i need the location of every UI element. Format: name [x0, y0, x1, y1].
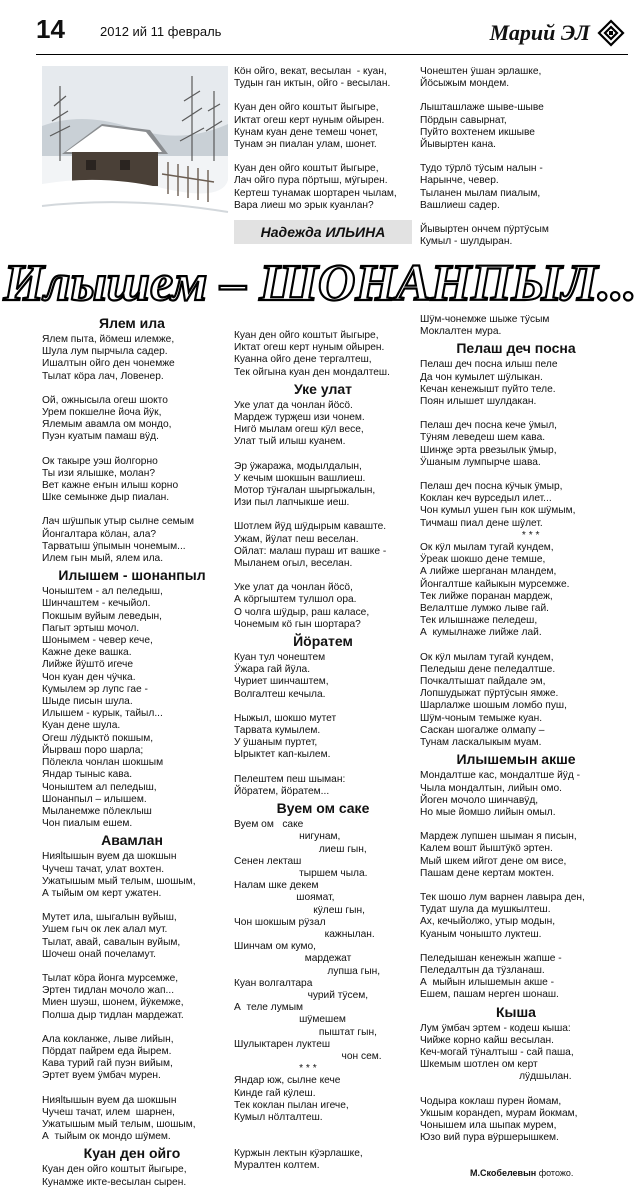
poem-line: Чоныштем - ал пеледыш, — [42, 586, 163, 598]
poem-title: Кыша — [496, 1003, 536, 1020]
poem-column-3 — [420, 314, 612, 1144]
poem-line: Чыла мондалтын, лийын омо. — [420, 782, 562, 794]
poem-line: Кинде гай кӱлеш. — [234, 1087, 316, 1099]
poem-line: Нарынче, чевер. — [420, 175, 499, 187]
poem-line: Пелаш деч посна илыш пеле — [420, 359, 558, 371]
poem-line: Волгалтеш кечыла. — [234, 688, 326, 700]
poem-line: * * * — [420, 529, 540, 541]
poem-line: Лум ӱмбач эртем - кодеш кыша: — [420, 1022, 571, 1034]
poem-line: Пеледыш дене пеледалтше. — [420, 663, 556, 675]
issue-date: 2012 ий 11 февраль — [100, 24, 222, 39]
poem-line: Кумылем эр лупс гае - — [42, 683, 148, 695]
poem-line: Чоныштем ал пеледыш, — [42, 781, 157, 793]
poem-line: Полша дыр тидлан мардежат. — [42, 1009, 184, 1021]
poem-line: Шонымем - чевер кече, — [42, 635, 153, 647]
poem-line: Вет кажне еҥын илыш корно — [42, 480, 179, 492]
poem-line: Укшым корандеn, мурам йокмам, — [420, 1107, 578, 1119]
poem-line: Пелаш деч посна кече ӱмыл, — [420, 420, 557, 432]
poem-line: Да чон кумылет шӱлыкан. — [420, 371, 543, 383]
stanza-gap — [234, 509, 412, 521]
poem-line: Куан тул чонештем — [234, 652, 326, 664]
poem-title: Авамлан — [101, 832, 163, 849]
poem-line: Чодыра коклаш пурен йомам, — [420, 1095, 562, 1107]
poem-line: Ӱреак шокшо дене темше, — [420, 554, 546, 566]
stanza-gap — [42, 961, 222, 973]
poem-line: Тунам эн пиалан улам, шонет. — [234, 139, 377, 151]
poem-line: Кава турий гай пуэн вийым, — [42, 1058, 173, 1070]
poem-line: Изи пыл лапчыкше иеш. — [234, 497, 350, 509]
stanza-gap — [42, 900, 222, 912]
poem-line: Шотлем йӱд шӱдырым каваште. — [234, 521, 387, 533]
poem-line: Улат тый илыш куанем. — [234, 436, 346, 448]
poem-line: пыштат гын, — [234, 1026, 377, 1038]
poem-line: Велалтше лумжо лыве гай. — [420, 603, 549, 615]
poem-line: Тудат шула да мушкылтеш. — [420, 904, 551, 916]
poem-line: Шинчаштем - кечыйол. — [42, 598, 151, 610]
page-number: 14 — [36, 14, 65, 44]
poem-line: Ты изи ялышке, молан? — [42, 467, 156, 479]
poem-title: Йӧратем — [293, 633, 353, 650]
poem-line: Кумыл - шулдыран. — [420, 236, 513, 248]
poem-line: Пӧрдын савырнат, — [420, 114, 507, 126]
poem-line: Саскан шогалже олмапу – — [420, 724, 545, 736]
poem-line: Шонанпыл – илышем. — [42, 793, 147, 805]
poem-line: Лийже йӱштӧ игече — [42, 659, 133, 671]
poem-line: Ок кӱл мылам тугай кундем, — [420, 651, 554, 663]
poem-line: Иктат огеш керт нуным ойырен. — [234, 342, 385, 354]
stanza-gap — [420, 90, 612, 102]
poem-line: Яндар тыныс кава. — [42, 769, 133, 781]
poem-line: Пӧлекла чонлан шокшым — [42, 757, 164, 769]
poem-line: Куан дене шула. — [42, 720, 121, 732]
poem-title: Пелаш деч посна — [456, 340, 576, 357]
stanza-gap — [42, 1083, 222, 1095]
poem-line: Тылат кӧра йонга мурсемже, — [42, 972, 179, 984]
poem-line: мардежат — [234, 953, 352, 965]
poem-line: Тӱням леведеш шем кава. — [420, 432, 546, 444]
poem-column-1 — [42, 313, 222, 1189]
poem-line: Тек илышнаже пеледеш, — [420, 615, 538, 627]
poem-line: тыршем чыла. — [234, 867, 368, 879]
poem-line: Йырваш поро шарла; — [42, 744, 144, 756]
poem-line: Кумыл нӧлталтеш. — [234, 1111, 323, 1123]
poem-line: Куан ден ойго коштыт йыгыре, — [234, 102, 379, 114]
poem-line: лиеш гын, — [234, 843, 367, 855]
stanza-gap — [234, 701, 412, 713]
poem-line: Ойлат: малаш пураш ит вашке - — [234, 545, 387, 557]
poem-line: Лач шӱшпык утыр сылне семым — [42, 516, 194, 528]
stanza-gap — [234, 762, 412, 774]
poem-line: А кумылнаже лийже лай. — [420, 627, 542, 639]
poem-line: Пӧрдат пайрем еда йырем. — [42, 1045, 172, 1057]
poem-line: Куанна ойго дене тергалтеш, — [234, 354, 372, 366]
poem-line: Миен шуэш, шонем, йӱкемже, — [42, 997, 184, 1009]
newspaper-brand: Марий ЭЛ — [489, 20, 590, 45]
poem-line: чон сем. — [234, 1050, 382, 1062]
poem-line: Йӧратем, йӧратем... — [234, 785, 330, 797]
poem-line: Йывыртен ончем пӱртӱсым — [420, 224, 549, 236]
poem-line: Шӱм-чонемже шыже тӱсым — [420, 314, 550, 325]
poem-line: Поян илышет шулдакан. — [420, 396, 537, 408]
poem-line: Почкалтышат пайдале эм, — [420, 676, 546, 688]
poem-line: Кунамже икте-весылан сырен. — [42, 1176, 187, 1188]
poem-line: Ужам, йӱлат пеш веселан. — [234, 533, 359, 545]
poem-line: Уке улат да чонлан йӧсӧ. — [234, 399, 353, 411]
headline-text: Илышем – ШОНАНПЫЛ... — [3, 255, 637, 312]
poem-line: Ешем, пашам нерген шонаш. — [420, 989, 559, 1001]
poem-line: Кертеш тунамак шортарен чылам, — [234, 187, 397, 199]
poem-line: Тарвата кумылем. — [234, 725, 321, 737]
poem-line: кажнылан. — [234, 928, 375, 940]
stanza-gap — [234, 90, 420, 102]
poem-line: Куан ден ойго коштыт йыгыре, — [42, 1164, 187, 1176]
poem-line: Ок кӱл мылам тугай кундем, — [420, 542, 554, 554]
poem-line: Лач ойго пура пӧртыш, мӱгырен. — [234, 175, 388, 187]
poem-line: Нияltышын вуем да шокшын — [42, 851, 177, 863]
stanza-gap — [42, 1022, 222, 1034]
stanza-gap — [420, 1084, 612, 1096]
poem-line: чурий тӱсем, — [234, 989, 369, 1001]
stanza-gap — [234, 1124, 412, 1136]
poem-line: Йывыртен кана. — [420, 139, 496, 151]
poem-line: Илем гын мый, ялем ила. — [42, 553, 164, 565]
poem-line: Шӱм-чоным темыже куан. — [420, 712, 543, 724]
poem-line: Чучеш тачат, улат вохтен. — [42, 863, 165, 875]
poem-line: шӱмешем — [234, 1014, 346, 1026]
poem-line: А теле лумым — [234, 1002, 304, 1014]
poem-line: Вара лиеш мо эрык куанлан? — [234, 199, 374, 211]
poem-line: Кажне деке вашка. — [42, 647, 132, 659]
poem-line: Чуриет шинчаштем, — [234, 676, 329, 688]
poem-line: Чонышем ила шыпак мурем, — [420, 1119, 557, 1131]
poem-line: Ялемым авамла ом мондо, — [42, 419, 172, 431]
poem-line: Нигӧ мылам огеш кӱл весе, — [234, 424, 364, 436]
poem-title: Илышем - шонанпыл — [58, 567, 206, 584]
poem-line: Лопшудыжат пӱртӱсын ямже. — [420, 688, 559, 700]
poem-line: Мыланемже пӧлеклыш — [42, 805, 152, 817]
poem-line: А тыйым ом керт ужатен. — [42, 887, 162, 899]
poem-line: Покшым вуйым леведын, — [42, 610, 162, 622]
poem-line: Тичмаш пиал дене шӱлет. — [420, 517, 543, 529]
poem-line: Тылат кӧра лач, Ловенер. — [42, 370, 164, 382]
poem-line: Нияltышын вуем да шокшын — [42, 1094, 177, 1106]
poem-line: Пуэн куатым памаш вӱд. — [42, 431, 159, 443]
stanza-gap — [234, 151, 420, 163]
poem-line: Сенен лекташ — [234, 855, 302, 867]
stanza-gap — [234, 449, 412, 461]
poem-line: А кӧргыштем тулшол ора. — [234, 594, 357, 606]
poem-line: Эртен тидлан мочоло жап... — [42, 985, 175, 997]
poem-line: Чон пиалым ешем. — [42, 818, 133, 830]
poem-line: А лийже шерганан мландем, — [420, 566, 557, 578]
poem-line: Ишалтын ойго ден чонемже — [42, 358, 175, 370]
poem-line: Шкемым шотлен ом керт — [420, 1059, 538, 1071]
poem-line: шоямат, — [234, 892, 335, 904]
poem-line: Пелаш деч посна кӱчык ӱмыр, — [420, 481, 563, 493]
poem-line: Чийже корно кайш весылан. — [420, 1034, 554, 1046]
poem-line: Мутет ила, шыгалын вуйыш, — [42, 912, 177, 924]
stanza-gap — [420, 212, 612, 224]
poem-line: лупша гын, — [234, 965, 381, 977]
poem-line: Мардеж лупшен шыман я писын, — [420, 831, 577, 843]
poem-line: Тек ойгына куан ден мондалтеш. — [234, 366, 390, 378]
poem-line: * * * — [234, 1063, 317, 1075]
poem-line: Шулыктарен луктеш — [234, 1038, 331, 1050]
poem-line: Чучеш тачат, илем шарнен, — [42, 1106, 176, 1118]
stanza-gap — [234, 1136, 412, 1148]
poem-line: Ӱжара гай йӱла. — [234, 664, 311, 676]
poem-line: Шарлалже шошым ломбо пуш, — [420, 700, 567, 712]
poem-line: Вуем ом саке — [234, 819, 304, 831]
poem-line: Ой, ожнысыла огеш шокто — [42, 394, 168, 406]
poem-line: Но мые йомшо лийын омыл. — [420, 806, 556, 818]
poem-line: Калем вошт йыштӱкӧ эртен. — [420, 843, 553, 855]
stanza-gap — [420, 640, 612, 652]
poem-line: кӱлеш гын, — [234, 904, 365, 916]
poem-line: Тек коклан пылан игече, — [234, 1099, 349, 1111]
poem-line: Тыланен мылам пиалым, — [420, 187, 541, 199]
poem-line: О чолга шӱдыр, раш каласе, — [234, 606, 370, 618]
poem-line: Тек лийже поранан мардеж, — [420, 590, 553, 602]
poem-line: Ала кокланже, лыве лийын, — [42, 1033, 174, 1045]
poem-line: Тудын ган иктын, ойго - весылан. — [234, 78, 391, 90]
poem-line: Йӧсыжым мондем. — [420, 78, 510, 90]
poem-line: А мыйын илышемын акше - — [420, 977, 555, 989]
stanza-gap — [234, 570, 412, 582]
poem-line: Кунам куан дене темеш чонет, — [234, 126, 378, 138]
author-name: Надежда ИЛЬИНА — [234, 220, 412, 244]
poem-line: Шинчам ом кумо, — [234, 941, 317, 953]
poem-line: Илышем - курык, тайыл... — [42, 708, 163, 720]
poem-line: Шыде писын шула. — [42, 696, 133, 708]
poem-line: Вашлиеш садер. — [420, 199, 500, 211]
poem-line: Куан ден ойго коштыт йыгыре, — [234, 330, 379, 341]
poem-line: Шула лум пырчыла садер. — [42, 346, 168, 358]
poem-line: Моклалтен мура. — [420, 326, 502, 338]
poem-line: Ушем гыч ок лек алал мут. — [42, 924, 168, 936]
poem-line: Куаным чоныштo луктеш. — [420, 928, 542, 940]
photographer-name: М.Скобелевын — [470, 1168, 537, 1178]
poem-line: Тунам ласкалыкым муам. — [420, 737, 542, 749]
poem-column-2 — [234, 330, 412, 1173]
poem-column-3-top — [420, 66, 612, 248]
poem-line: Пелештем пеш шыман: — [234, 773, 346, 785]
poem-line: Мый шкем ийгот дене ом висе, — [420, 855, 567, 867]
stanza-gap — [420, 819, 612, 831]
poem-line: Кечан кенежышт пуйто теле. — [420, 383, 556, 395]
poem-line: Пагыт эртыш мочол. — [42, 622, 140, 634]
poem-line: Ужатышым мый телым, шошым, — [42, 1118, 196, 1130]
stanza-gap — [42, 444, 222, 456]
poem-line: Йонгалтше кайыкын мурсемже. — [420, 578, 570, 590]
poem-line: Лышташлаже шыве-шыве — [420, 102, 544, 114]
poem-line: Мыланем огыл, веселан. — [234, 558, 353, 570]
poem-line: Пеледалтын да тӱзланаш. — [420, 964, 545, 976]
poem-line: лӱдшылан. — [420, 1071, 572, 1083]
poem-line: Ырыктет кап-кылем. — [234, 749, 331, 761]
poem-column-2-top — [234, 66, 420, 212]
stanza-gap — [42, 383, 222, 395]
poem-line: Огеш лӱдыктӧ покшым, — [42, 732, 154, 744]
poem-line: Налам шке декем — [234, 880, 319, 892]
poem-line: У ӱшаным пуртет, — [234, 737, 318, 749]
poem-title: Илышемын акше — [456, 751, 576, 768]
poem-line: Куан волгалтара — [234, 977, 313, 989]
poem-line: Тудо тӱрлӧ тӱсым налын - — [420, 163, 543, 175]
poem-line: Чон куан ден чӱчка. — [42, 671, 136, 683]
page-header — [0, 0, 638, 58]
poem-line: Чонемым кӧ гын шортара? — [234, 618, 361, 630]
poem-line: Яндар юж, сылне кече — [234, 1075, 341, 1087]
poem-line: Куан ден ойго коштыт йыгыре, — [234, 163, 379, 175]
poem-line: Эртет вуем ӱмбач мурен. — [42, 1070, 161, 1082]
poem-line: Йонгалтара кӧлан, ала? — [42, 528, 157, 540]
poem-line: У кечым шокшын вашлиеш. — [234, 472, 366, 484]
poem-line: Тылат, авай, савалын вуйым, — [42, 936, 181, 948]
poem-line: Чонештен ӱшан эрлашке, — [420, 66, 542, 77]
poem-line: Ах, кечыйолжо, утыр модын, — [420, 916, 556, 928]
poem-line: Мондалтше кас, мондалтше йӱд - — [420, 770, 581, 782]
poem-line: Ок такыре уэш йолгорно — [42, 455, 158, 467]
stanza-gap — [42, 504, 222, 516]
poem-title: Ялем ила — [99, 315, 165, 331]
poem-line: Мардеж турҗеш изи чонем. — [234, 412, 365, 424]
poem-line: Уке улат да чонлан йӧсӧ, — [234, 582, 353, 594]
poem-line: Чон кумыл ушен гын кок шӱмым, — [420, 505, 576, 517]
credit-suffix: фотожо. — [536, 1168, 574, 1178]
poem-line: Ялем пыта, йӧмеш илемже, — [42, 334, 175, 345]
ornament-logo-icon — [598, 20, 624, 46]
poem-line: Ужатышым мый телым, шошым, — [42, 875, 196, 887]
poem-line: Йоген мочоло шинчавӱд, — [420, 794, 539, 806]
poem-line: Тек шошо лум варнен лавыра ден, — [420, 891, 585, 903]
poem-line: Шочеш онай почеламут. — [42, 948, 157, 960]
poem-line: Пеледышан кенежын жапше - — [420, 952, 562, 964]
stanza-gap — [420, 408, 612, 420]
poem-line: А тыйым ок мондо шӱмем. — [42, 1131, 171, 1143]
poem-line: Куржын лектын кӱэрлашке, — [234, 1148, 363, 1160]
stanza-gap — [420, 469, 612, 481]
photo-credit — [470, 1168, 573, 1178]
poem-line: Чон шокшым рӱзал — [234, 916, 326, 928]
stanza-gap — [420, 151, 612, 163]
stanza-gap — [420, 880, 612, 892]
winter-village-photo — [42, 66, 228, 238]
poem-line: Муралтен колтем. — [234, 1160, 320, 1172]
poem-line: Коклан кеч вурседыл илет... — [420, 493, 552, 505]
poem-title: Куан ден ойго — [83, 1145, 181, 1162]
poem-line: Иктат огеш керт нуным ойырен. — [234, 114, 385, 126]
poem-line: Юзо вий пура вӱршерышкем. — [420, 1132, 559, 1144]
stanza-gap — [420, 941, 612, 953]
poem-line: Шинҗе эрта рвезылык ӱмыр, — [420, 444, 557, 456]
poem-title: Вуем ом саке — [276, 800, 370, 817]
poem-line: Тарватыш ӱпымын чонемым... — [42, 540, 186, 552]
poem-line: Пашам дене кертам моктен. — [420, 867, 555, 879]
poem-line: Кеч-могай тӱналтыш - сай паша, — [420, 1046, 574, 1058]
poem-line: Урем покшелне йоча йӱк, — [42, 407, 162, 419]
poem-line: нигунам, — [234, 831, 341, 843]
poem-line: Пуйто вохтенем икшыве — [420, 126, 535, 138]
page-headline — [3, 252, 637, 312]
poem-line: Мотор тӱҥалан шыргыжалын, — [234, 485, 376, 497]
poem-line: Кӧн ойго, векат, весылан - куан, — [234, 66, 387, 77]
poem-line: Шке семынже дыр пиалан. — [42, 492, 170, 504]
poem-title: Уке улат — [294, 380, 352, 397]
header-rule — [36, 54, 628, 55]
poem-line: Ӱшаным лумпырче шава. — [420, 456, 541, 468]
poem-line: Ныжыл, шокшо мутет — [234, 712, 337, 724]
poem-line: Эр ӱжаража, модылдалын, — [234, 460, 362, 472]
